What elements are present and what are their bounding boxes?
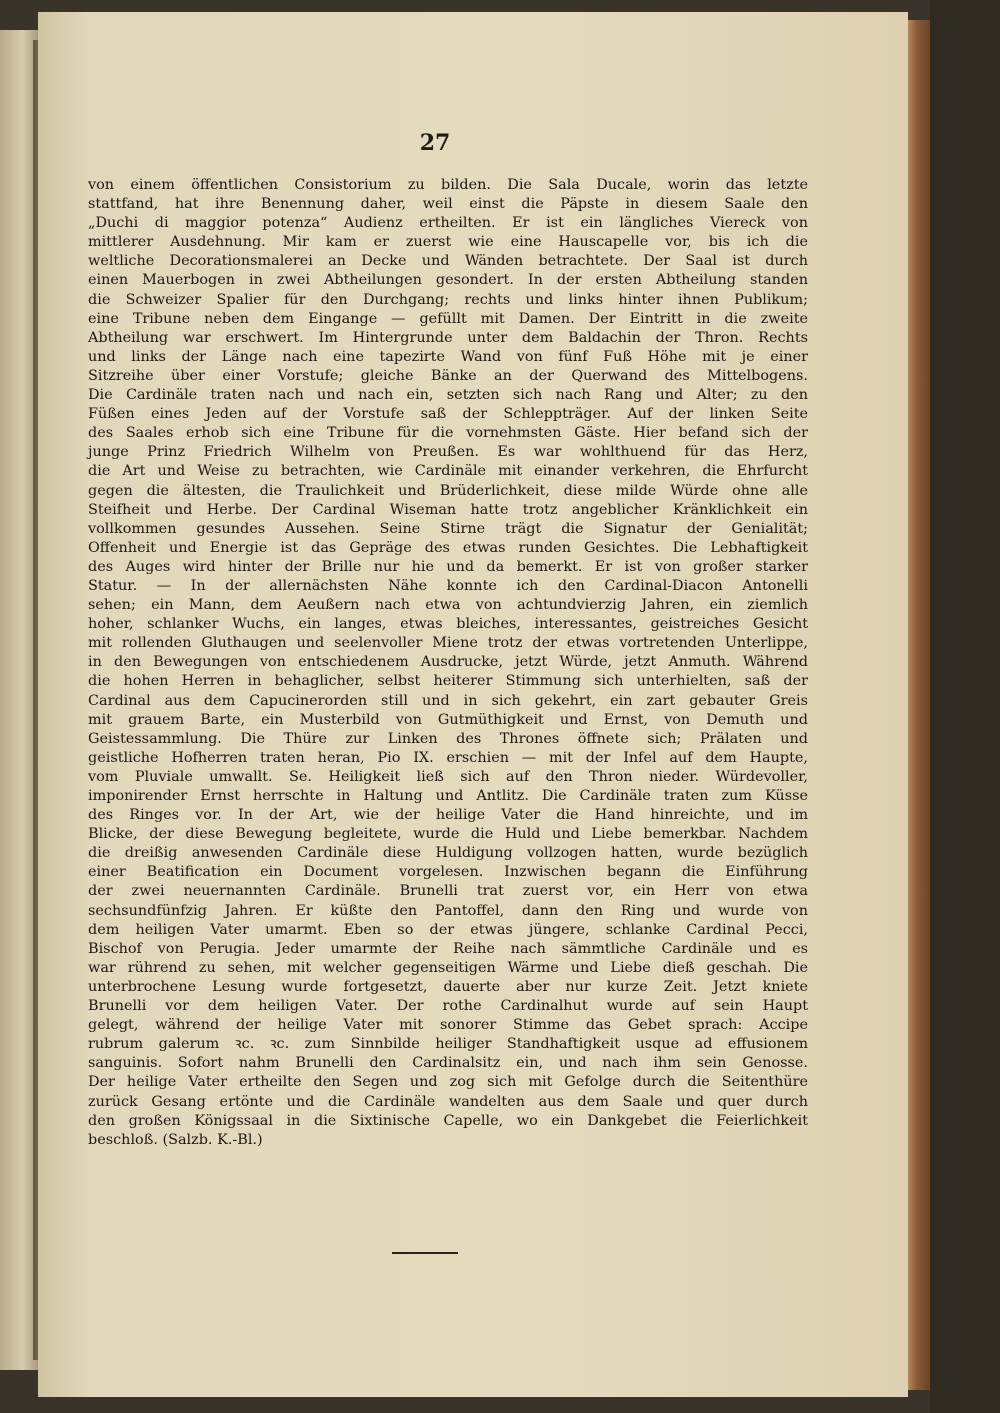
text-line: „Duchi di maggior potenza“ Audienz ertheilten. Er ist ein längliches Viereck von bbox=[88, 215, 808, 232]
text-line: gegen die ältesten, die Traulichkeit und Brüderlichkeit, diese milde Würde ohne alle bbox=[88, 482, 808, 499]
text-line: Füßen eines Jeden auf der Vorstufe saß der Schleppträger. Auf der linken Seite bbox=[88, 406, 808, 423]
text-line: von einem öffentlichen Consistorium zu bilden. Die Sala Ducale, worin das letzte bbox=[88, 177, 808, 193]
text-line: Blicke, der diese Bewegung begleitete, wurde die Huld und Liebe bemerkbar. Nachdem bbox=[88, 826, 808, 843]
text-line: des Saales erhob sich eine Tribune für die vornehmsten Gäste. Hier befand sich der bbox=[88, 425, 808, 442]
text-line: imponirender Ernst herrschte in Haltung und Antlitz. Die Cardinäle traten zum Küsse bbox=[88, 788, 808, 804]
text-line: Bischof von Perugia. Jeder umarmte der Reihe nach sämmtliche Cardinäle und es bbox=[88, 940, 808, 957]
text-line: Der heilige Vater ertheilte den Segen und zog sich mit Gefolge durch die Seitenthüre bbox=[88, 1074, 808, 1091]
text-line: hoher, schlanker Wuchs, ein langes, etwas bleiches, interessantes, geistreiches Gesicht bbox=[88, 616, 808, 633]
text-line: Steifheit und Herbe. Der Cardinal Wiseman hatte trotz angeblicher Kränklichkeit ein bbox=[88, 501, 808, 518]
text-line: zurück Gesang ertönte und die Cardinäle wandelten aus dem Saale und quer durch bbox=[88, 1093, 808, 1110]
text-line: und links der Länge nach eine tapezirte Wand von fünf Fuß Höhe mit je einer bbox=[88, 348, 808, 365]
text-line: Statur. — In der allernächsten Nähe konnte ich den Cardinal-Diacon Antonelli bbox=[88, 577, 808, 594]
text-line: beschloß. (Salzb. K.-Bl.) bbox=[88, 1131, 263, 1148]
text-line: Brunelli vor dem heiligen Vater. Der rothe Cardinalhut wurde auf sein Haupt bbox=[88, 998, 808, 1015]
text-line: stattfand, hat ihre Benennung daher, weil einst die Päpste in diesem Saale den bbox=[88, 196, 808, 213]
text-line: die dreißig anwesenden Cardinäle diese Huldigung vollzogen hatten, wurde bezüglich bbox=[88, 845, 808, 862]
text-line: dem heiligen Vater umarmt. Eben so der etwas jüngere, schlanke Cardinal Pecci, bbox=[88, 921, 808, 938]
text-line: Cardinal aus dem Capucinerorden still und in sich gekehrt, ein zart gebauter Greis bbox=[88, 692, 808, 709]
book-cover bbox=[930, 0, 1000, 1413]
text-line: des Auges wird hinter der Brille nur hie und da bemerkt. Er ist von großer starker bbox=[88, 558, 808, 575]
text-line: den großen Königssaal in die Sixtinische Capelle, wo ein Dankgebet die Feierlichkeit bbox=[88, 1112, 808, 1129]
text-line: vollkommen gesundes Aussehen. Seine Stirne trägt die Signatur der Genialität; bbox=[88, 520, 808, 537]
body-text bbox=[88, 176, 808, 1150]
text-line: gelegt, während der heilige Vater mit sonorer Stimme das Gebet sprach: Accipe bbox=[88, 1017, 808, 1034]
text-line: vom Pluviale umwallt. Se. Heiligkeit ließ sich auf den Thron nieder. Würdevoller, bbox=[88, 768, 808, 785]
text-line: mittlerer Ausdehnung. Mir kam er zuerst wie eine Hauscapelle vor, bis ich die bbox=[88, 234, 808, 251]
text-line: Geistessammlung. Die Thüre zur Linken des Thrones öffnete sich; Prälaten und bbox=[88, 730, 808, 747]
text-line: Die Cardinäle traten nach und nach ein, setzten sich nach Rang und Alter; zu den bbox=[88, 387, 808, 404]
text-line: einer Beatification ein Document vorgelesen. Inzwischen begann die Einführung bbox=[88, 864, 808, 881]
text-line: Sitzreihe über einer Vorstufe; gleiche Bänke an der Querwand des Mittelbogens. bbox=[88, 367, 808, 384]
text-line: geistliche Hofherren traten heran, Pio IX. erschien — mit der Infel auf dem Haupte, bbox=[88, 749, 808, 766]
text-line: die hohen Herren in behaglicher, selbst heiterer Stimmung sich unterhielten, saß der bbox=[88, 673, 808, 690]
text-line: mit grauem Barte, ein Musterbild von Gutmüthigkeit und Ernst, von Demuth und bbox=[88, 711, 808, 728]
text-line: in den Bewegungen von entschiedenem Ausdrucke, jetzt Würde, jetzt Anmuth. Während bbox=[88, 654, 808, 671]
text-line: sehen; ein Mann, dem Aeußern nach etwa von achtundvierzig Jahren, ein ziemlich bbox=[88, 597, 808, 614]
text-line: rubrum galerum ꝛc. ꝛc. zum Sinnbilde heiliger Standhaftigkeit usque ad effusionem bbox=[88, 1036, 808, 1053]
text-line: war rührend zu sehen, mit welcher gegenseitigen Wärme und Liebe dieß geschah. Die bbox=[88, 959, 808, 976]
text-line: sanguinis. Sofort nahm Brunelli den Cardinalsitz ein, und nach ihm sein Genosse. bbox=[88, 1055, 808, 1072]
text-line: sechsundfünfzig Jahren. Er küßte den Pantoffel, dann den Ring und wurde von bbox=[88, 902, 808, 919]
text-line: die Art und Weise zu betrachten, wie Cardinäle mit einander verkehren, die Ehrfurcht bbox=[88, 463, 808, 480]
text-line: die Schweizer Spalier für den Durchgang; rechts und links hinter ihnen Publikum; bbox=[88, 291, 808, 308]
text-line: Abtheilung war erschwert. Im Hintergrunde unter dem Baldachin der Thron. Rechts bbox=[88, 329, 808, 346]
text-line: weltliche Decorationsmalerei an Decke und Wänden betrachtete. Der Saal ist durch bbox=[88, 253, 808, 270]
text-line: des Ringes vor. In der Art, wie der heilige Vater die Hand hinreichte, und im bbox=[88, 807, 808, 824]
text-line: mit rollenden Gluthaugen und seelenvoller Miene trotz der etwas vortretenden Unterlippe, bbox=[88, 635, 808, 652]
closing-rule bbox=[392, 1252, 458, 1254]
text-line: einen Mauerbogen in zwei Abtheilungen gesondert. In der ersten Abtheilung standen bbox=[88, 272, 808, 289]
text-line: Offenheit und Energie ist das Gepräge des etwas runden Gesichtes. Die Lebhaftigkeit bbox=[88, 539, 808, 556]
page-number: 27 bbox=[419, 130, 451, 156]
text-line: der zwei neuernannten Cardinäle. Brunelli trat zuerst vor, ein Herr von etwa bbox=[88, 883, 808, 900]
text-line: junge Prinz Friedrich Wilhelm von Preußen. Es war wohlthuend für das Herz, bbox=[88, 444, 808, 461]
text-line: unterbrochene Lesung wurde fortgesetzt, dauerte aber nur kurze Zeit. Jetzt kniete bbox=[88, 978, 808, 995]
page-block-edge bbox=[908, 20, 930, 1390]
text-line: eine Tribune neben dem Eingange — gefüllt mit Damen. Der Eintritt in die zweite bbox=[88, 310, 808, 327]
